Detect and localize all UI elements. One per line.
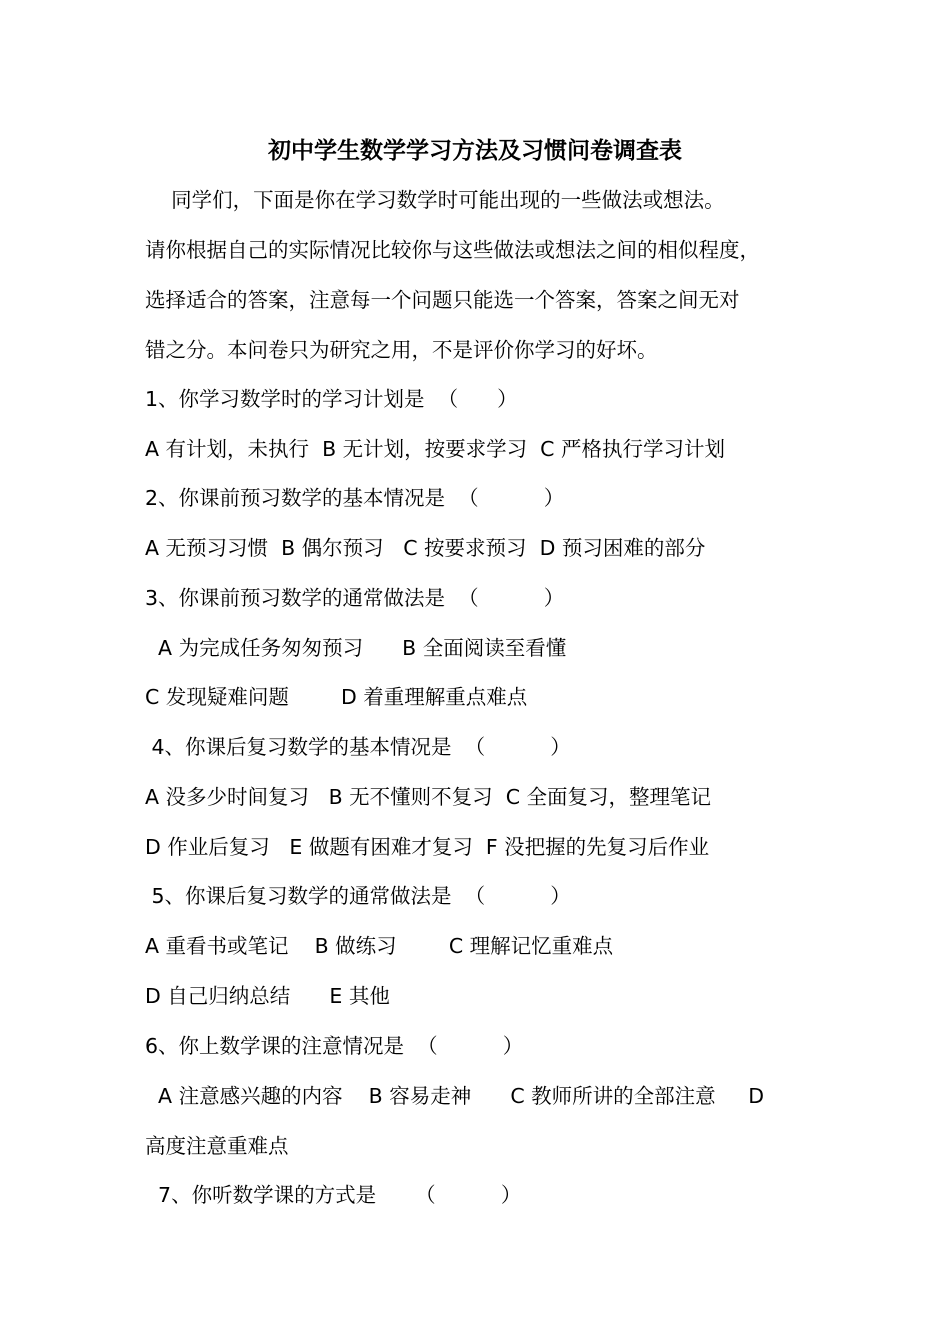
question-2-options: A 无预习习惯 B 偶尔预习 C 按要求预习 D 预习困难的部分	[145, 536, 706, 560]
question-6-options-1: A 注意感兴趣的内容 B 容易走神 C 教师所讲的全部注意 D	[145, 1084, 765, 1108]
question-5-options-2: D 自己归纳总结 E 其他	[145, 984, 390, 1008]
question-3: 3、你课前预习数学的通常做法是 （ ）	[145, 586, 565, 610]
question-6-options-2: 高度注意重难点	[145, 1134, 289, 1158]
question-6: 6、你上数学课的注意情况是 （ ）	[145, 1034, 524, 1058]
question-3-options-1: A 为完成任务匆匆预习 B 全面阅读至看懂	[145, 636, 567, 660]
intro-line-1: 同学们，下面是你在学习数学时可能出现的一些做法或想法。	[145, 188, 725, 212]
question-7: 7、你听数学课的方式是 （ ）	[145, 1183, 522, 1207]
question-1: 1、你学习数学时的学习计划是 （ ）	[145, 387, 518, 411]
question-4-options-2: D 作业后复习 E 做题有困难才复习 F 没把握的先复习后作业	[145, 835, 710, 859]
page-title: 初中学生数学学习方法及习惯问卷调查表	[268, 138, 682, 164]
intro-line-3: 选择适合的答案，注意每一个问题只能选一个答案，答案之间无对	[145, 288, 740, 312]
question-4: 4、你课后复习数学的基本情况是 （ ）	[145, 735, 571, 759]
question-3-options-2: C 发现疑难问题 D 着重理解重点难点	[145, 685, 528, 709]
intro-line-2: 请你根据自己的实际情况比较你与这些做法或想法之间的相似程度，	[145, 238, 760, 262]
intro-line-4: 错之分。本问卷只为研究之用，不是评价你学习的好坏。	[145, 338, 658, 362]
question-2: 2、你课前预习数学的基本情况是 （ ）	[145, 486, 565, 510]
question-4-options-1: A 没多少时间复习 B 无不懂则不复习 C 全面复习，整理笔记	[145, 785, 712, 809]
question-1-options: A 有计划，未执行 B 无计划，按要求学习 C 严格执行学习计划	[145, 437, 726, 461]
question-5-options-1: A 重看书或笔记 B 做练习 C 理解记忆重难点	[145, 934, 614, 958]
question-5: 5、你课后复习数学的通常做法是 （ ）	[145, 884, 571, 908]
